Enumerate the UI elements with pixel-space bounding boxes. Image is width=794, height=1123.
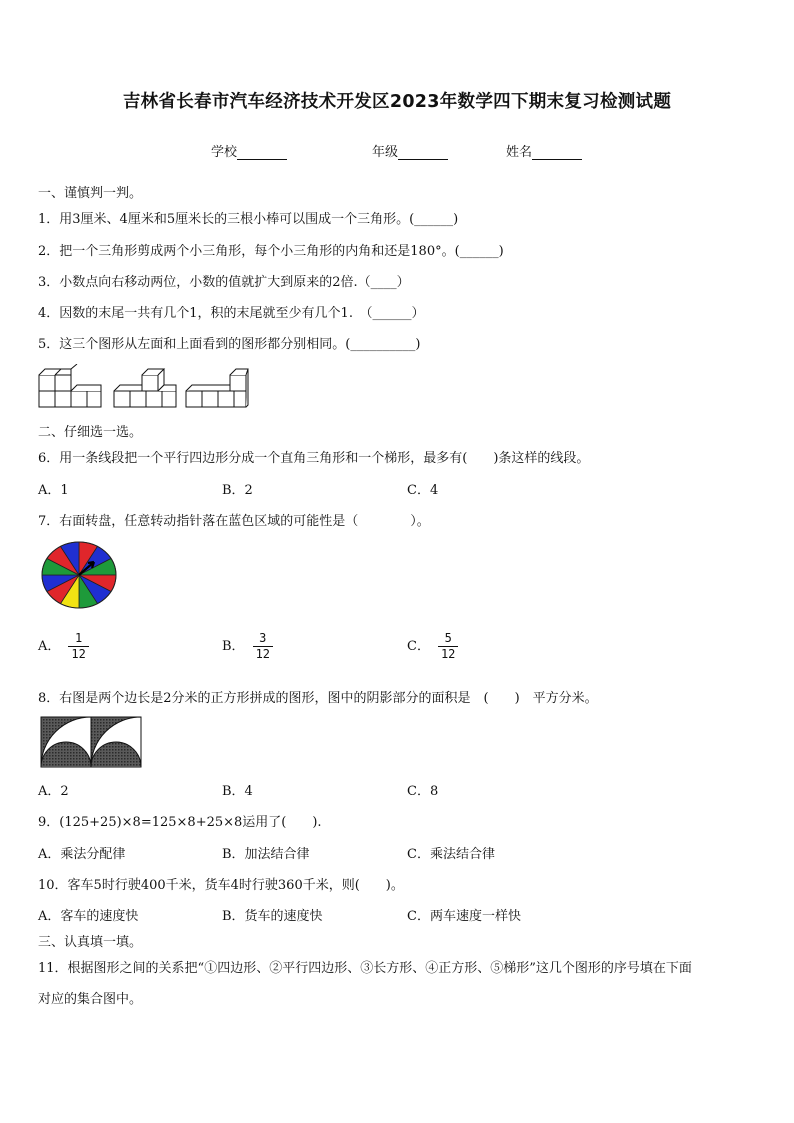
name-field[interactable] xyxy=(506,141,582,160)
page-title: 吉林省长春市汽车经济技术开发区2023年数学四下期末复习检测试题 xyxy=(122,92,672,112)
q9-option-c[interactable]: C．乘法结合律 xyxy=(407,847,495,862)
fraction-denominator: 12 xyxy=(255,647,271,661)
q7-option-a[interactable] xyxy=(38,632,89,661)
section-3-heading: 三、认真填一填。 xyxy=(38,935,143,950)
q7-option-c[interactable] xyxy=(407,632,458,661)
q8-option-b[interactable]: B．4 xyxy=(222,784,253,799)
fraction-numerator: 1 xyxy=(75,631,83,645)
question-8: 8．右图是两个边长是2分米的正方形拼成的图形，图中的阴影部分的面积是 ( ) 平方分米。 xyxy=(38,691,598,706)
section-2-heading: 二、仔细选一选。 xyxy=(38,425,143,440)
q7-option-c-label: C． xyxy=(407,639,430,654)
q10-option-c[interactable]: C．两车速度一样快 xyxy=(407,909,521,924)
fraction-denominator: 12 xyxy=(440,647,456,661)
name-blank[interactable] xyxy=(532,146,582,160)
q10-option-a[interactable]: A．客车的速度快 xyxy=(38,909,139,924)
fraction-numerator: 3 xyxy=(259,631,267,645)
question-6: 6．用一条线段把一个平行四边形分成一个直角三角形和一个梯形，最多有( )条这样的线段。 xyxy=(38,451,590,466)
school-field[interactable] xyxy=(211,141,287,160)
grade-field[interactable] xyxy=(372,141,448,160)
cube-figures xyxy=(36,364,250,412)
q7-option-b-fraction xyxy=(253,632,273,661)
question-1: 1．用3厘米、4厘米和5厘米长的三根小棒可以围成一个三角形。(______) xyxy=(38,212,459,227)
q7-option-b[interactable] xyxy=(222,632,273,661)
q6-option-c[interactable]: C．4 xyxy=(407,483,439,498)
cube-figure-1 xyxy=(39,364,101,407)
q6-option-a[interactable]: A．1 xyxy=(38,483,69,498)
q6-option-b[interactable]: B．2 xyxy=(222,483,253,498)
question-5: 5．这三个图形从左面和上面看到的图形都分别相同。(__________) xyxy=(38,337,421,352)
question-3: 3．小数点向右移动两位，小数的值就扩大到原来的2倍.（____） xyxy=(38,275,410,290)
school-label: 学校 xyxy=(211,145,238,160)
q8-option-a[interactable]: A．2 xyxy=(38,784,69,799)
question-10: 10．客车5时行驶400千米，货车4时行驶360千米，则( )。 xyxy=(38,878,404,893)
spinner-wheel xyxy=(40,540,118,610)
q7-option-b-label: B． xyxy=(222,639,245,654)
question-4: 4．因数的末尾一共有几个1，积的末尾就至少有几个1. （______） xyxy=(38,306,425,321)
section-1-heading: 一、谨慎判一判。 xyxy=(38,186,143,201)
cube-figure-3 xyxy=(186,369,248,407)
fraction-denominator: 12 xyxy=(71,647,86,661)
q10-option-b[interactable]: B．货车的速度快 xyxy=(222,909,323,924)
question-11-line-2: 对应的集合图中。 xyxy=(38,992,143,1007)
q9-option-a[interactable]: A．乘法分配律 xyxy=(38,847,126,862)
school-blank[interactable] xyxy=(237,146,287,160)
cube-figure-2 xyxy=(114,369,176,407)
question-9: 9．(125+25)×8=125×8+25×8运用了( ). xyxy=(38,815,322,830)
grade-blank[interactable] xyxy=(398,146,448,160)
name-label: 姓名 xyxy=(506,145,533,160)
grade-label: 年级 xyxy=(372,145,399,160)
fraction-numerator: 5 xyxy=(444,631,452,645)
question-11-line-1: 11．根据图形之间的关系把“①四边形、②平行四边形、③长方形、④正方形、⑤梯形”这几个图形的序号填在下面 xyxy=(38,961,692,976)
q7-option-c-fraction xyxy=(438,632,458,661)
q7-option-a-label: A． xyxy=(38,639,61,654)
question-7: 7．右面转盘，任意转动指针落在蓝色区域的可能性是（ ）。 xyxy=(38,514,430,529)
q9-option-b[interactable]: B．加法结合律 xyxy=(222,847,310,862)
shaded-squares-figure xyxy=(40,716,144,768)
question-2: 2．把一个三角形剪成两个小三角形，每个小三角形的内角和还是180°。(______) xyxy=(38,244,504,259)
q8-option-c[interactable]: C．8 xyxy=(407,784,439,799)
q7-option-a-fraction xyxy=(68,632,88,661)
